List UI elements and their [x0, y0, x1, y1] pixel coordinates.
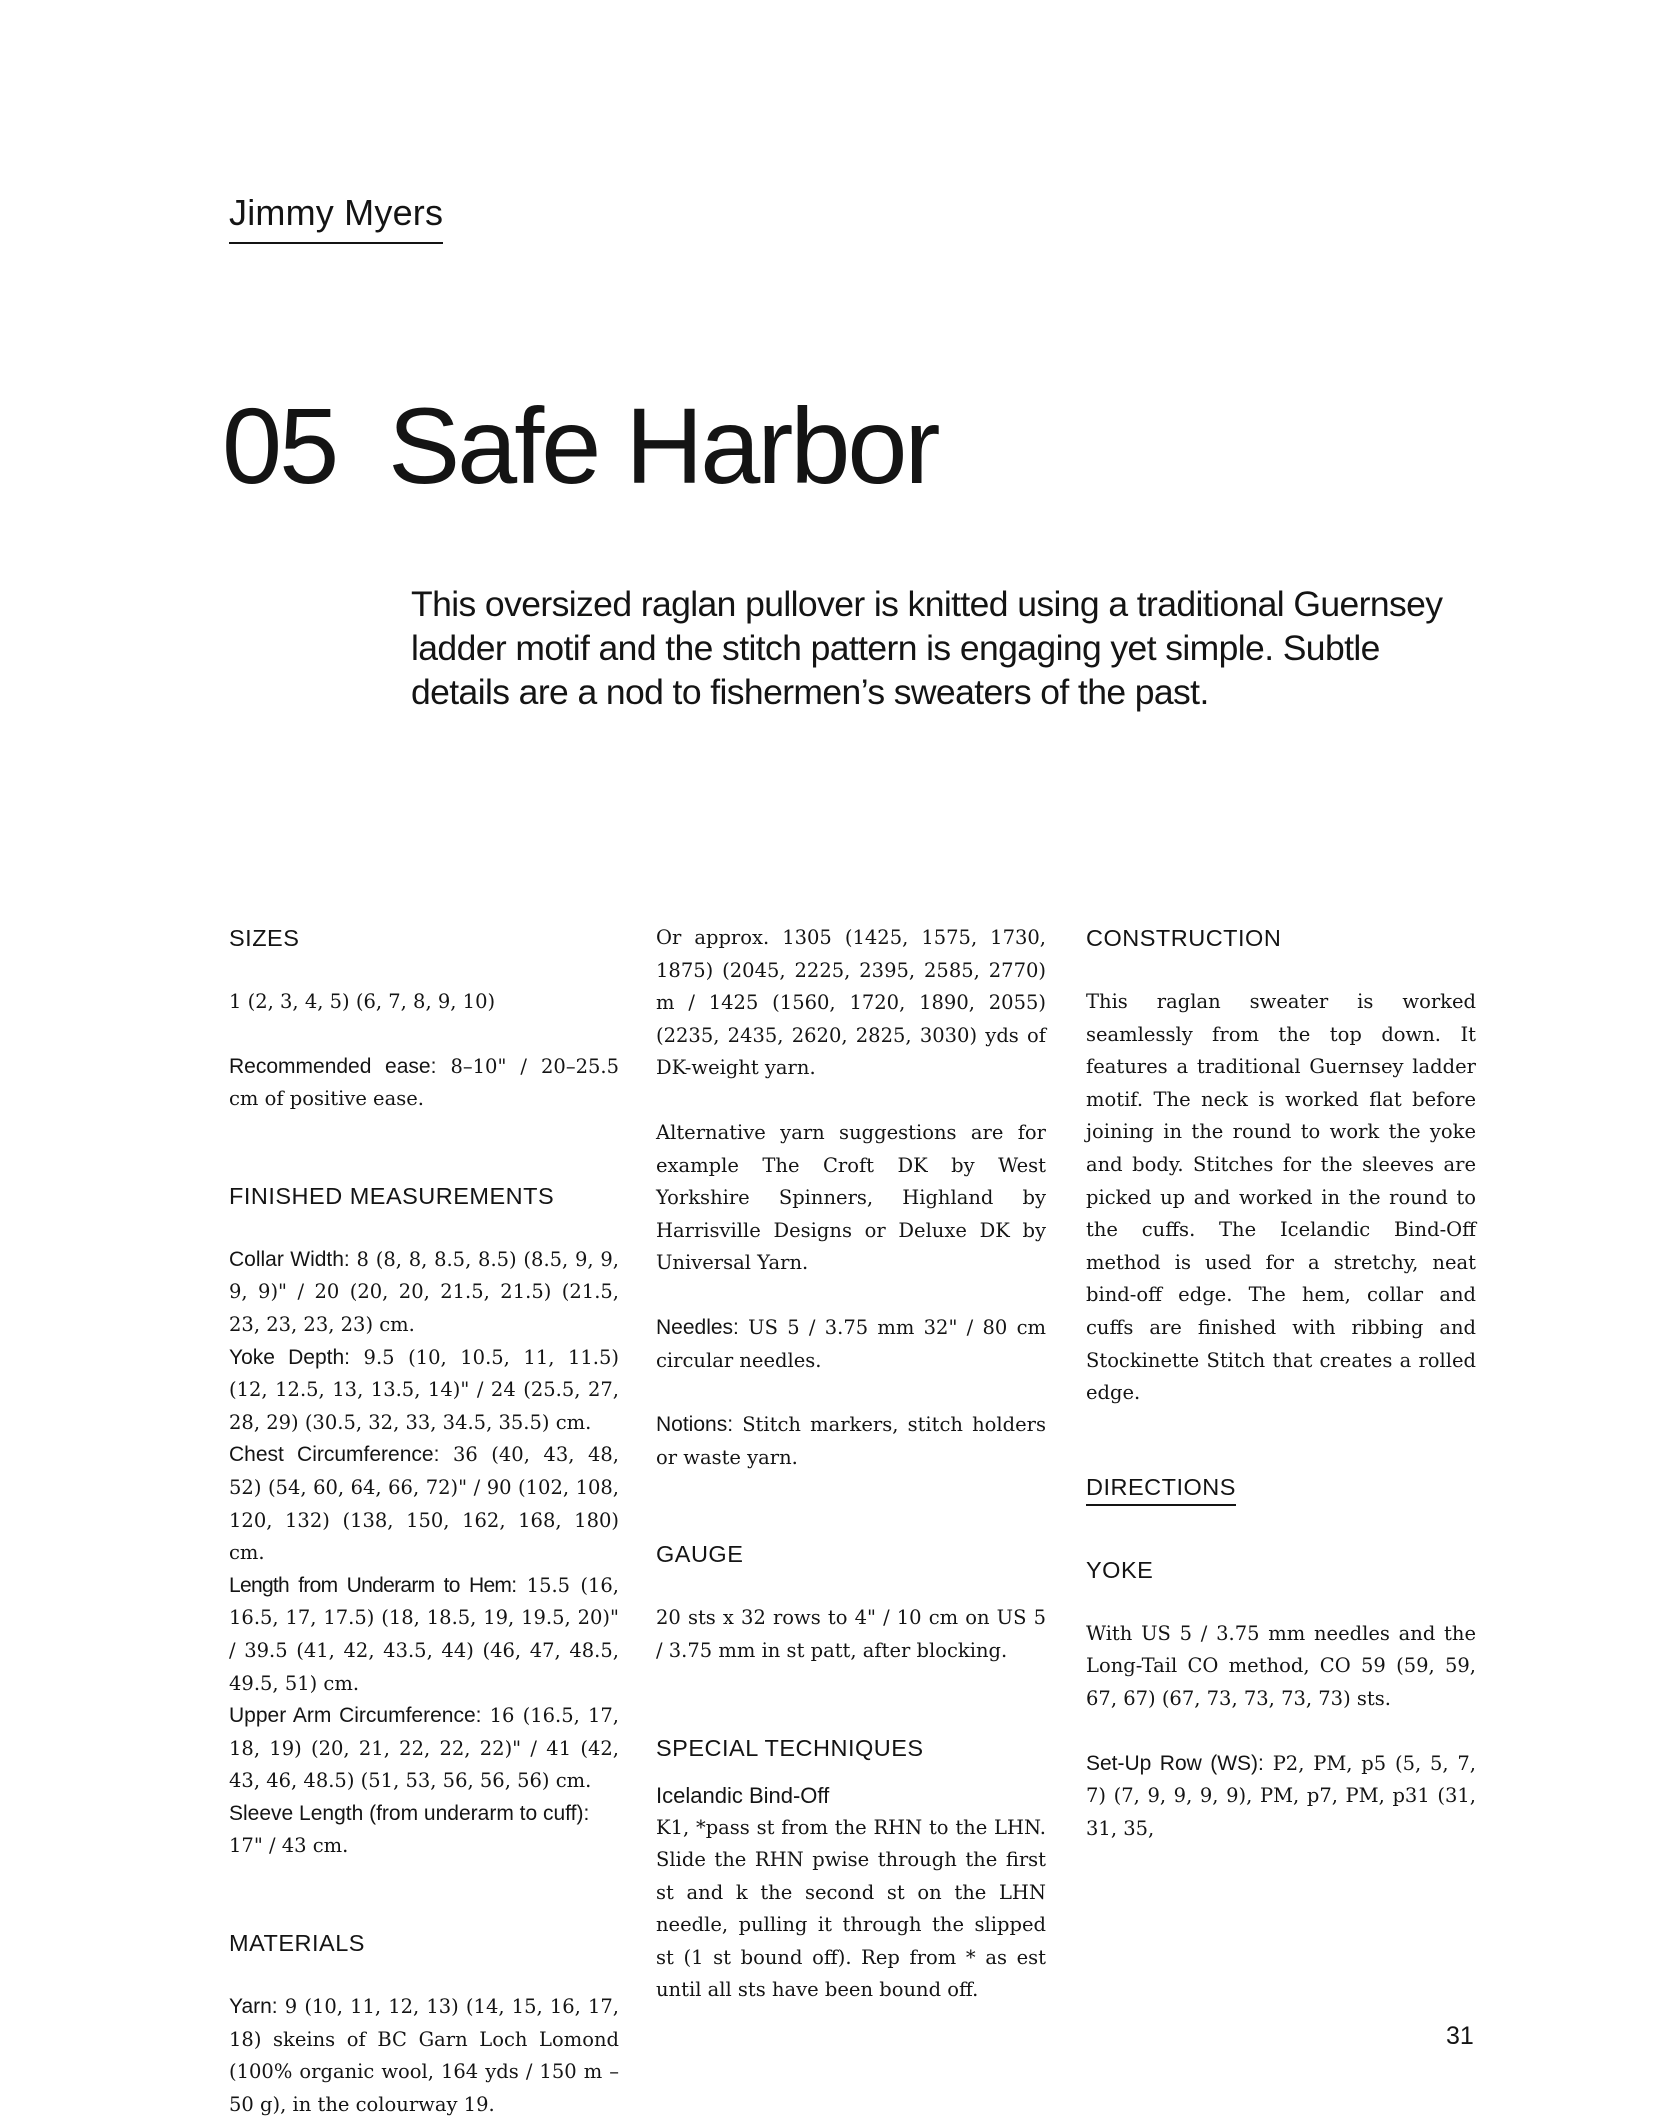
- intro-paragraph: This oversized raglan pullover is knitted using a traditional Guernsey ladder motif and the stitch pattern is engaging yet simple. Subtle details are a nod to fishermen’s sweaters of the past.: [411, 584, 1443, 712]
- yarn-text: 9 (10, 11, 12, 13) (14, 15, 16, 17, 18) skeins of BC Garn Loch Lomond (100% organic wool, 164 yds / 150 m – 50 g), in the colourway 19.: [229, 1995, 619, 2116]
- measurement-label: Chest Circumference:: [229, 1443, 440, 1467]
- needles-label: Needles:: [656, 1315, 739, 1339]
- setup-row-paragraph: [1086, 1748, 1476, 1846]
- yarn-label: Yarn:: [229, 1995, 278, 2019]
- measurement-item: [229, 1439, 619, 1569]
- measurement-text: 9.5 (10, 10.5, 11, 11.5) (12, 12.5, 13, 13.5, 14)" / 24 (25.5, 27, 28, 29) (30.5, 32, 33, 34.5, 35.5) cm.: [229, 1345, 619, 1434]
- author-name: Jimmy Myers: [229, 192, 443, 244]
- measurement-label: Sleeve Length (from underarm to cuff):: [229, 1801, 590, 1825]
- construction-heading: CONSTRUCTION: [1086, 925, 1282, 951]
- yarn-paragraph: [229, 1991, 619, 2121]
- measurement-item: [229, 1570, 619, 1700]
- gauge-text: 20 sts x 32 rows to 4" / 10 cm on US 5 / 3.75 mm in st patt, after blocking.: [656, 1606, 1046, 1662]
- needles-text: US 5 / 3.75 mm 32" / 80 cm circular needles.: [656, 1315, 1046, 1372]
- measurements-list: [229, 1244, 619, 1863]
- notions-text: Stitch markers, stitch holders or waste yarn.: [656, 1413, 1046, 1469]
- measurement-label: Length from Underarm to Hem:: [229, 1573, 517, 1597]
- construction-text: This raglan sweater is worked seamlessly from the top down. It features a traditional Guernsey ladder motif. The neck is worked flat before joining in the round to work the yoke and body. Stitches for the sleeves are picked up and worked in the round to the cuffs. The Icelandic Bind-Off method is used for a stretchy, neat bind-off edge. The hem, collar and cuffs are finished with ribbing and Stockinette Stitch that creates a rolled edge.: [1086, 990, 1476, 1405]
- alternative-paragraph: Alternative yarn suggestions are for example The Croft DK by West Yorkshire Spinners, Highland by Harrisville Designs or Deluxe DK by Universal Yarn.: [656, 1120, 1046, 1275]
- measurement-item: [229, 1244, 619, 1342]
- measurement-item: [229, 1700, 619, 1798]
- measurement-text: 16 (16.5, 17, 18, 19) (20, 21, 22, 22, 22)" / 41 (42, 43, 46, 48.5) (51, 53, 56, 56, 56) cm.: [229, 1704, 619, 1793]
- column-right: [1086, 922, 1476, 1845]
- gauge-heading: GAUGE: [656, 1541, 744, 1568]
- ease-text: 8–10" / 20–25.5 cm of positive ease.: [229, 1054, 619, 1111]
- needles-paragraph: [656, 1312, 1046, 1377]
- notions-label: Notions:: [656, 1413, 734, 1437]
- measurement-item: [229, 1798, 619, 1863]
- measurement-text: 8 (8, 8, 8.5, 8.5) (8.5, 9, 9, 9, 9)" / 20 (20, 20, 21.5, 21.5) (21.5, 23, 23, 23, 23) cm.: [229, 1247, 619, 1336]
- page-number: 31: [1446, 2022, 1474, 2050]
- special-techniques-heading: SPECIAL TECHNIQUES: [656, 1734, 924, 1761]
- measurement-text: 17" / 43 cm.: [229, 1834, 349, 1858]
- finished-measurements-heading: FINISHED MEASUREMENTS: [229, 1182, 555, 1209]
- yoke-text: With US 5 / 3.75 mm needles and the Long-Tail CO method, CO 59 (59, 59, 67, 67) (67, 73, 73, 73, 73) sts.: [1086, 1621, 1476, 1710]
- setup-row-text: P2, PM, p5 (5, 5, 7, 7) (7, 9, 9, 9, 9), PM, p7, PM, p31 (31, 31, 35,: [1086, 1751, 1476, 1840]
- sizes-list: 1 (2, 3, 4, 5) (6, 7, 8, 9, 10): [229, 990, 496, 1013]
- measurement-label: Upper Arm Circumference:: [229, 1704, 482, 1728]
- pattern-title: [222, 385, 938, 506]
- icelandic-bind-off-heading: Icelandic Bind-Off: [656, 1782, 830, 1808]
- pattern-number: 05: [222, 385, 337, 506]
- icelandic-bind-off-text: K1, *pass st from the RHN to the LHN. Slide the RHN pwise through the first st and k the second st on the LHN needle, pulling it through the slipped st (1 st bound off). Rep from * as est until all sts have been bound off.: [656, 1815, 1046, 2002]
- measurement-label: Yoke Depth:: [229, 1345, 350, 1369]
- materials-heading: MATERIALS: [229, 1930, 365, 1957]
- column-left: [229, 922, 619, 2121]
- measurement-text: 36 (40, 43, 48, 52) (54, 60, 64, 66, 72)" / 90 (102, 108, 120, 132) (138, 150, 162, 168, 180) cm.: [229, 1443, 619, 1565]
- sizes-heading: SIZES: [229, 925, 300, 951]
- column-middle: [656, 922, 1046, 2007]
- approx-paragraph: Or approx. 1305 (1425, 1575, 1730, 1875) (2045, 2225, 2395, 2585, 2770) m / 1425 (1560, 1720, 1890, 2055) (2235, 2435, 2620, 2825, 3030) yds of DK-weight yarn.: [656, 926, 1046, 1080]
- setup-row-label: Set-Up Row (WS):: [1086, 1751, 1264, 1775]
- measurement-text: 15.5 (16, 16.5, 17, 17.5) (18, 18.5, 19, 19.5, 20)" / 39.5 (41, 42, 43.5, 44) (46, 47, 48.5, 49.5, 51) cm.: [229, 1573, 619, 1695]
- yoke-heading: YOKE: [1086, 1556, 1154, 1583]
- measurement-item: [229, 1342, 619, 1440]
- pattern-name: Safe Harbor: [388, 385, 938, 506]
- ease-paragraph: [229, 1051, 619, 1116]
- ease-label: Recommended ease:: [229, 1054, 437, 1078]
- directions-heading: DIRECTIONS: [1086, 1474, 1236, 1506]
- notions-paragraph: [656, 1409, 1046, 1474]
- measurement-label: Collar Width:: [229, 1247, 350, 1271]
